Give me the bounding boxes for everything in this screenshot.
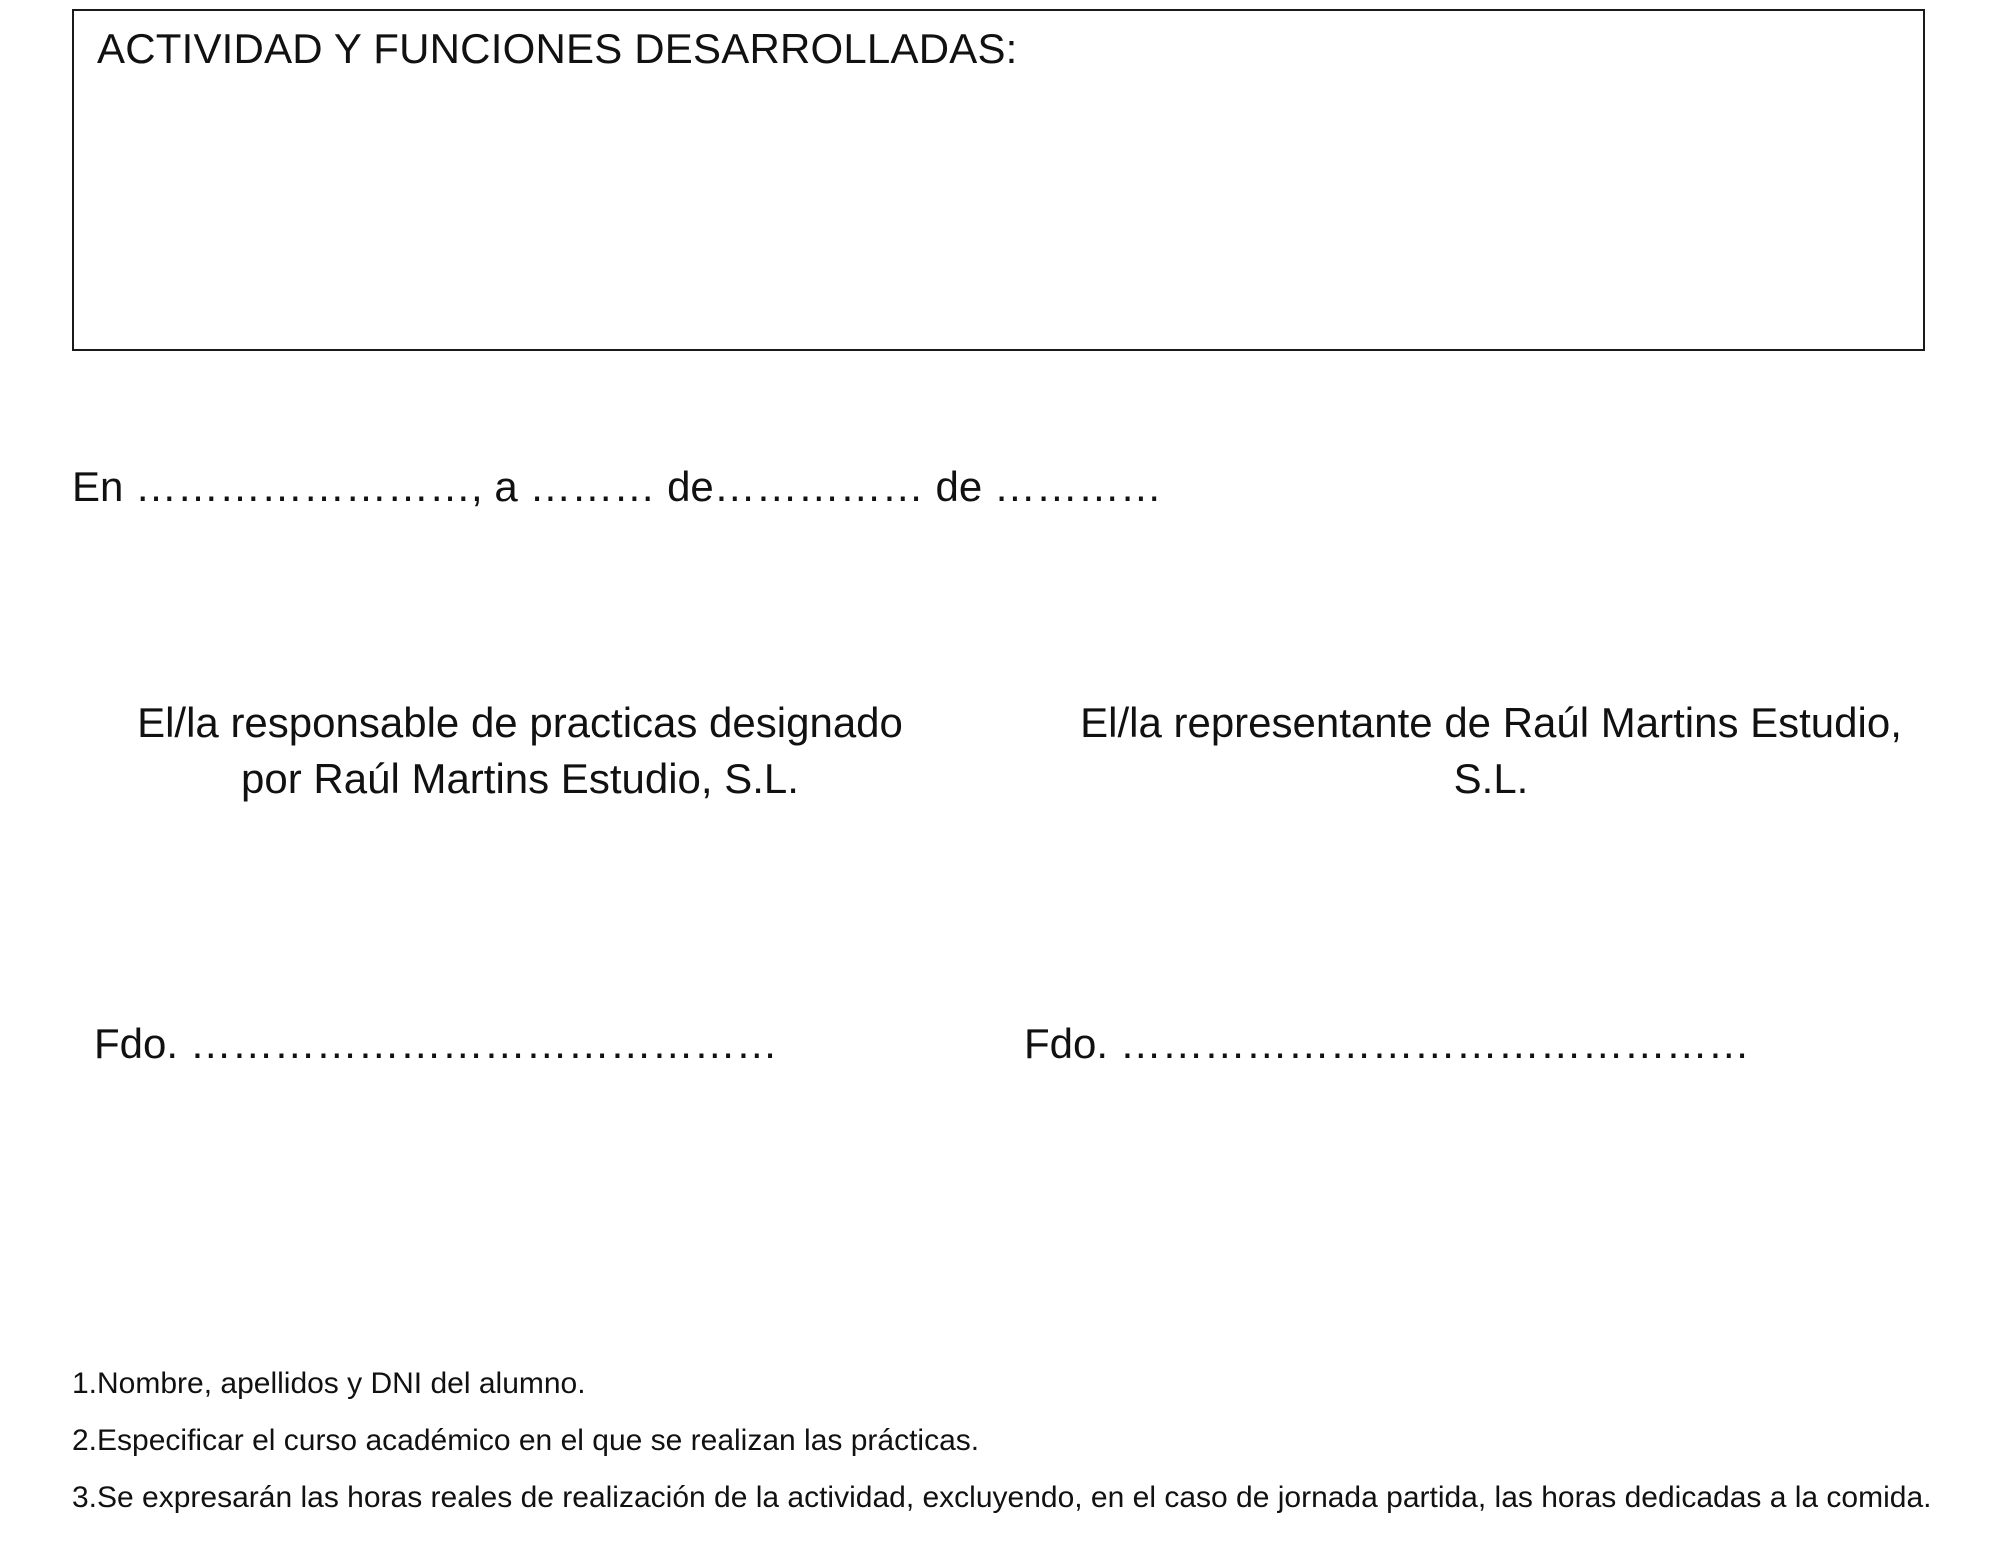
internship-supervisor-title-line2: por Raúl Martins Estudio, S.L. — [241, 755, 799, 802]
internship-supervisor-title — [80, 695, 960, 807]
footnote-1: 1.Nombre, apellidos y DNI del alumno. — [72, 1367, 586, 1400]
place-date-line: En ……………………, a ……… de…………… de ………… — [72, 463, 1162, 510]
footnotes — [72, 1364, 1952, 1518]
company-representative-title-line1: El/la representante de Raúl Martins Estudio, — [1080, 699, 1902, 746]
footnote-3: 3.Se expresarán las horas reales de realización de la actividad, excluyendo, en el caso de jornada partida, las horas dedicadas a la comida. — [72, 1481, 1932, 1514]
representative-signature-line: Fdo. ……………………………………… — [1024, 1020, 1750, 1067]
footnote-2: 2.Especificar el curso académico en el que se realizan las prácticas. — [72, 1424, 980, 1457]
activity-functions-box — [72, 9, 1925, 351]
company-representative-title-line2: S.L. — [1453, 755, 1529, 802]
supervisor-signature-line: Fdo. …………………………………… — [94, 1020, 778, 1067]
internship-supervisor-title-line1: El/la responsable de practicas designado — [137, 699, 903, 746]
company-representative-title — [1016, 695, 1966, 807]
activity-functions-title: ACTIVIDAD Y FUNCIONES DESARROLLADAS: — [97, 25, 1018, 72]
